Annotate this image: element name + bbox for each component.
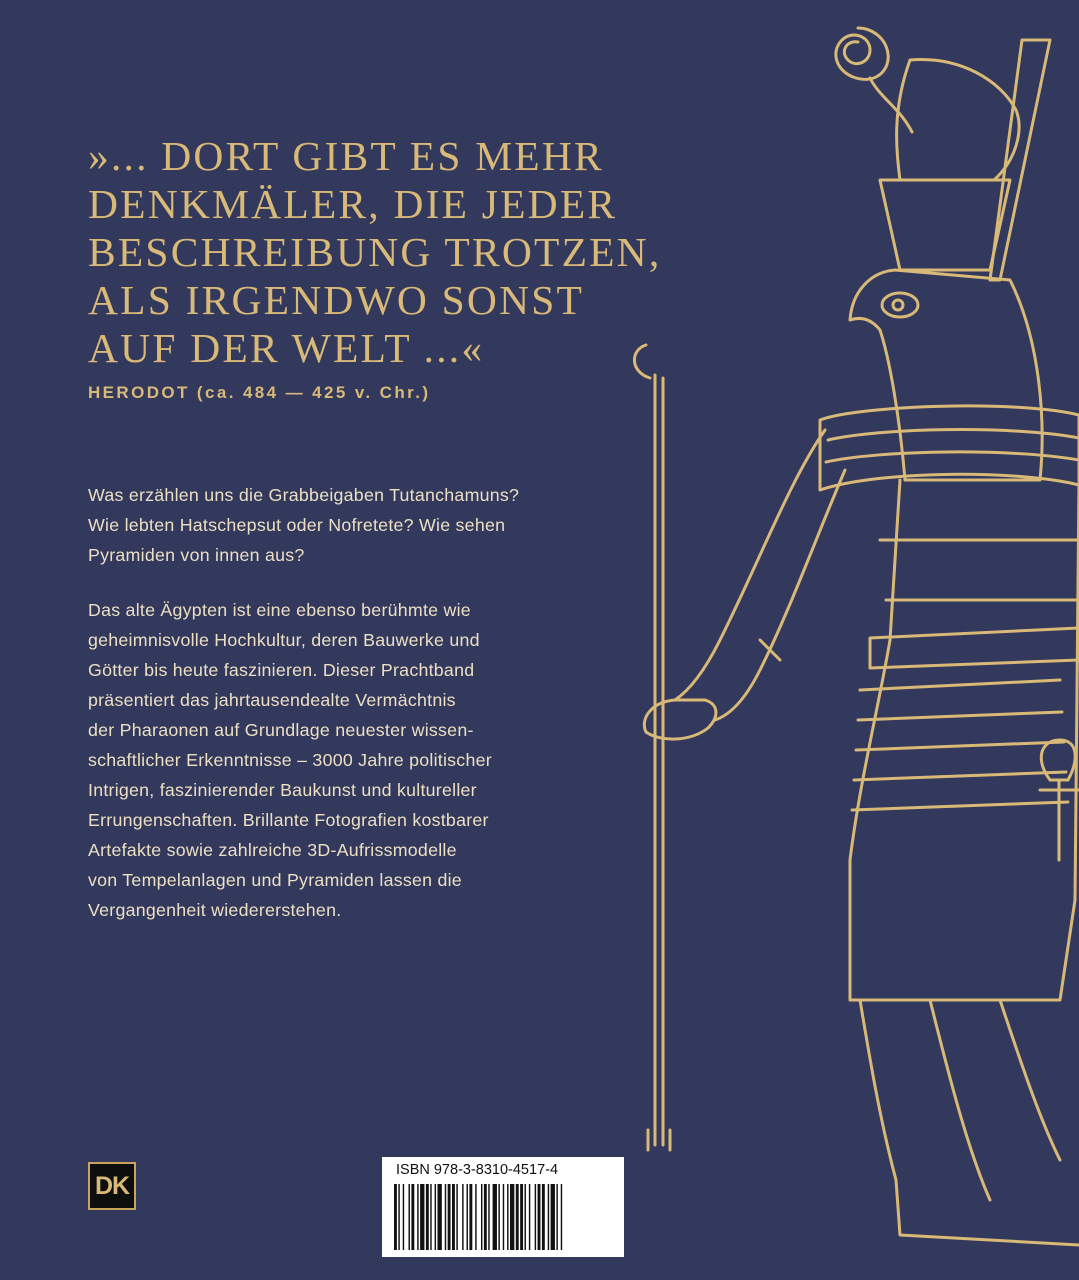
isbn-label: ISBN 978-3-8310-4517-4 (396, 1162, 559, 1178)
barcode-bar (411, 1184, 414, 1250)
quote-line: »... DORT GIBT ES MEHR (88, 133, 604, 179)
barcode-bar (448, 1184, 451, 1250)
barcode-bar (525, 1184, 526, 1250)
barcode-bar (561, 1184, 562, 1250)
barcode-bar (484, 1184, 487, 1250)
barcode-bar (493, 1184, 497, 1250)
barcode-bar (481, 1184, 482, 1250)
blurb-paragraph-2 (88, 595, 648, 925)
barcode-bar (426, 1184, 429, 1250)
blurb-line: Vergangenheit wiedererstehen. (88, 900, 342, 920)
blurb-line: der Pharaonen auf Grundlage neuester wissen- (88, 720, 474, 740)
blurb-line: Götter bis heute faszinieren. Dieser Prachtband (88, 660, 475, 680)
barcode-bar (398, 1184, 399, 1250)
barcode-bar (475, 1184, 476, 1250)
barcode-bar (503, 1184, 504, 1250)
barcode-bar (507, 1184, 508, 1250)
barcode-bar (420, 1184, 424, 1250)
blurb-line: Pyramiden von innen aus? (88, 545, 305, 565)
blurb-line: schaftlicher Erkenntnisse – 3000 Jahre politischer (88, 750, 492, 770)
barcode-bar (556, 1184, 557, 1250)
barcode-bar (456, 1184, 457, 1250)
barcode-bar (452, 1184, 455, 1250)
barcode-bar (469, 1184, 472, 1250)
blurb-line: Intrigen, faszinierender Baukunst und kultureller (88, 780, 477, 800)
barcode-bar (394, 1184, 397, 1250)
barcode-bar (516, 1184, 519, 1250)
barcode-bar (467, 1184, 468, 1250)
barcode-bar (529, 1184, 530, 1250)
quote-line: ALS IRGENDWO SONST (88, 277, 585, 323)
isbn-barcode (382, 1157, 624, 1257)
blurb-line: Was erzählen uns die Grabbeigaben Tutanchamuns? (88, 485, 520, 505)
blurb-line: Wie lebten Hatschepsut oder Nofretete? Wie sehen (88, 515, 506, 535)
blurb-line: Artefakte sowie zahlreiche 3D-Aufrissmodelle (88, 840, 457, 860)
quote-line: DENKMÄLER, DIE JEDER (88, 181, 618, 227)
barcode-bar (438, 1184, 442, 1250)
blurb-paragraph-1 (88, 480, 648, 570)
barcode-bar (409, 1184, 410, 1250)
blurb-line: Errungenschaften. Brillante Fotografien kostbarer (88, 810, 489, 830)
horus-figure-illustration (600, 0, 1079, 1280)
barcode-bar (488, 1184, 489, 1250)
barcode-bar (535, 1184, 536, 1250)
barcode-bar (498, 1184, 499, 1250)
blurb-line: Das alte Ägypten ist eine ebenso berühmte wie (88, 600, 471, 620)
barcode-bars (394, 1184, 612, 1250)
barcode-bar (548, 1184, 549, 1250)
barcode-bar (462, 1184, 463, 1250)
barcode-bar (430, 1184, 431, 1250)
dk-publisher-logo: DK (88, 1162, 136, 1210)
barcode-bar (520, 1184, 523, 1250)
barcode-bar (551, 1184, 555, 1250)
quote-attribution: HERODOT (ca. 484 — 425 v. Chr.) (88, 383, 431, 402)
barcode-bar (417, 1184, 418, 1250)
barcode-bar (542, 1184, 545, 1250)
blurb-line: von Tempelanlagen und Pyramiden lassen die (88, 870, 462, 890)
barcode-bar (403, 1184, 404, 1250)
barcode-bar (538, 1184, 541, 1250)
quote-line: BESCHREIBUNG TROTZEN, (88, 229, 662, 275)
barcode-bar (435, 1184, 436, 1250)
blurb-line: geheimnisvolle Hochkultur, deren Bauwerke und (88, 630, 480, 650)
quote-line: AUF DER WELT ...« (88, 325, 485, 371)
barcode-bar (510, 1184, 514, 1250)
barcode-bar (445, 1184, 446, 1250)
blurb-line: präsentiert das jahrtausendealte Vermächtnis (88, 690, 456, 710)
